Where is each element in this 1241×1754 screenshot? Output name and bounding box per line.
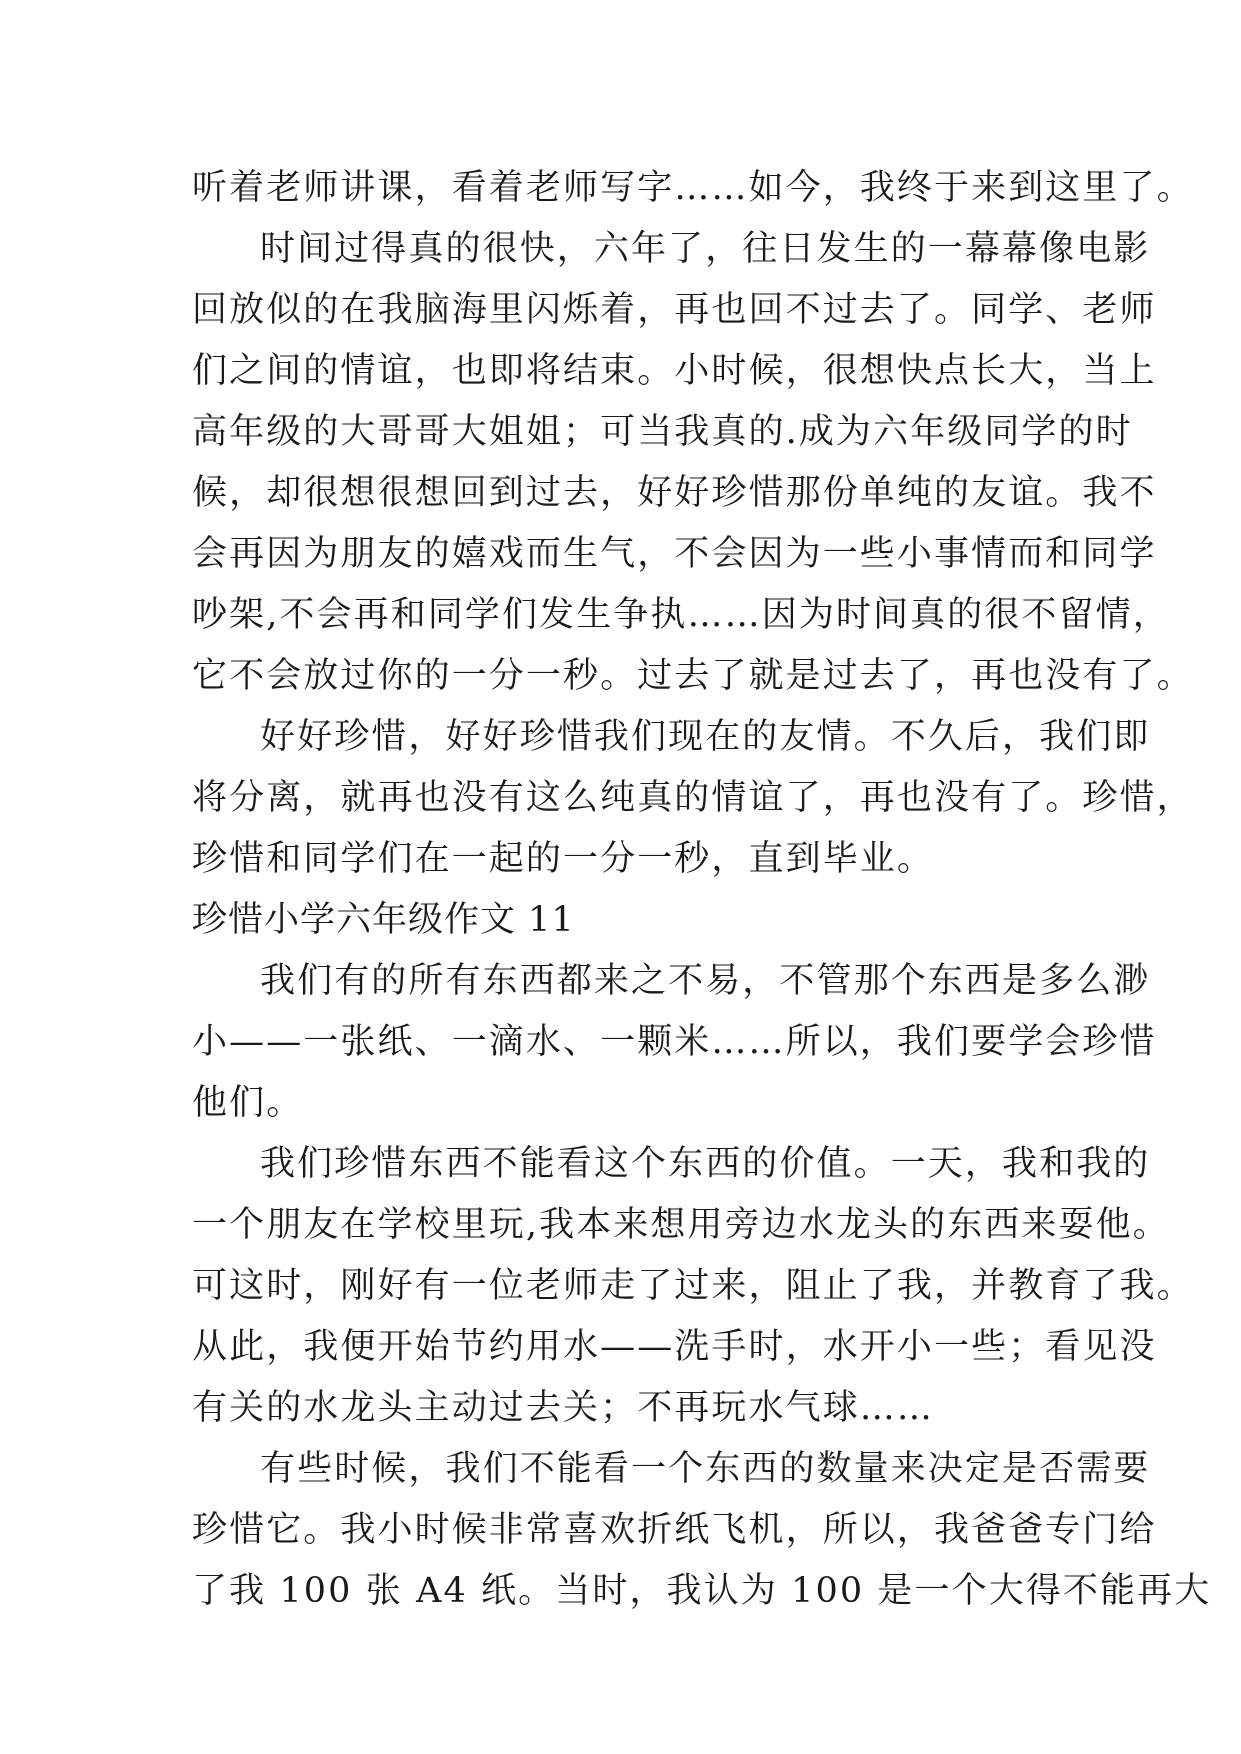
text-line: 吵架,不会再和同学们发生争执……因为时间真的很不留情， <box>192 595 1170 635</box>
text-line: 们之间的情谊，也即将结束。小时候，很想快点长大，当上 <box>192 351 1157 391</box>
paragraph-start-line: 我们有的所有东西都来之不易，不管那个东西是多么渺 <box>260 961 1151 1001</box>
paragraph-start-line: 有些时候，我们不能看一个东西的数量来决定是否需要 <box>260 1449 1151 1489</box>
text-line: 高年级的大哥哥大姐姐；可当我真的.成为六年级同学的时 <box>192 412 1133 452</box>
text-line: 会再因为朋友的嬉戏而生气，不会因为一些小事情而和同学 <box>192 534 1157 574</box>
text-line: 珍惜和同学们在一起的一分一秒，直到毕业。 <box>192 839 935 879</box>
paragraph-start-line: 好好珍惜，好好珍惜我们现在的友情。不久后，我们即 <box>260 717 1151 757</box>
text-line: 一个朋友在学校里玩,我本来想用旁边水龙头的东西来耍他。 <box>192 1205 1170 1245</box>
text-line: 回放似的在我脑海里闪烁着，再也回不过去了。同学、老师 <box>192 290 1157 330</box>
paragraph-start-line: 我们珍惜东西不能看这个东西的价值。一天，我和我的 <box>260 1144 1151 1184</box>
text-line: 候，却很想很想回到过去，好好珍惜那份单纯的友谊。我不 <box>192 473 1157 513</box>
text-line: 将分离，就再也没有这么纯真的情谊了，再也没有了。珍惜， <box>192 778 1194 818</box>
text-line: 有关的水龙头主动过去关；不再玩水气球…… <box>192 1388 935 1428</box>
section-heading: 珍惜小学六年级作文 11 <box>192 900 575 940</box>
text-line: 听着老师讲课，看着老师写字……如今，我终于来到这里了。 <box>192 168 1194 208</box>
text-line: 小——一张纸、一滴水、一颗米……所以，我们要学会珍惜 <box>192 1022 1157 1062</box>
paragraph-start-line: 时间过得真的很快，六年了，往日发生的一幕幕像电影 <box>260 229 1151 269</box>
text-line: 他们。 <box>192 1083 304 1123</box>
text-line: 可这时，刚好有一位老师走了过来，阻止了我，并教育了我。 <box>192 1266 1194 1306</box>
text-line: 从此，我便开始节约用水——洗手时，水开小一些；看见没 <box>192 1327 1157 1367</box>
text-line: 珍惜它。我小时候非常喜欢折纸飞机，所以，我爸爸专门给 <box>192 1510 1157 1550</box>
document-body <box>192 158 1212 1622</box>
text-line: 它不会放过你的一分一秒。过去了就是过去了，再也没有了。 <box>192 656 1194 696</box>
text-line: 了我 100 张 A4 纸。当时，我认为 100 是一个大得不能再大 <box>192 1571 1212 1611</box>
